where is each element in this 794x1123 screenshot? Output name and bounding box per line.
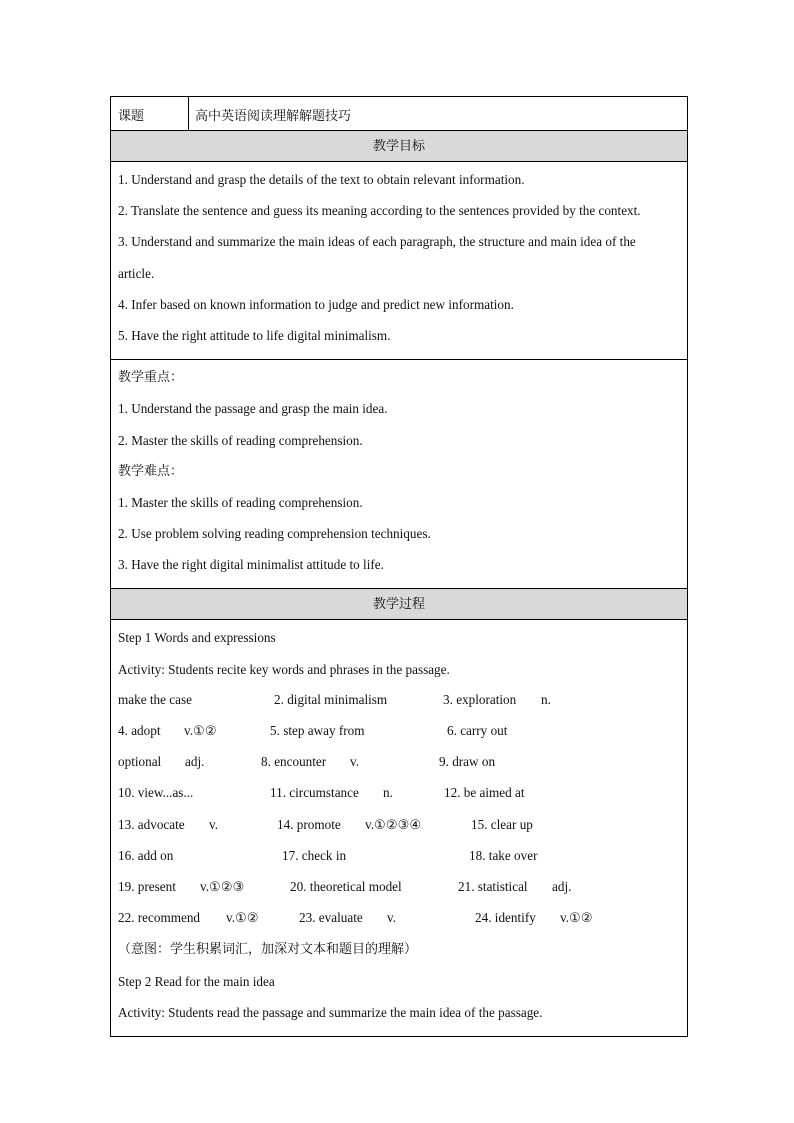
vocab-term: 22. recommend xyxy=(118,910,201,926)
vocab-row xyxy=(118,876,687,907)
vocab-pos: v.①②③ xyxy=(200,878,245,894)
process-section xyxy=(111,620,687,1035)
vocab-row xyxy=(118,720,687,751)
vocab-term: 4. adopt xyxy=(118,723,161,738)
step2-title: Step 2 Read for the main idea xyxy=(118,973,275,989)
vocab-pos: n. xyxy=(541,691,551,707)
vocab-pos: v. xyxy=(350,754,360,770)
vocab-term: 19. present xyxy=(118,878,176,894)
vocab-pos: adj. xyxy=(185,754,205,770)
vocab-term: 2. digital minimalism xyxy=(274,691,388,707)
vocab-row xyxy=(118,689,687,720)
vocab-term: 15. clear up xyxy=(471,816,533,832)
difficult-point-item: 3. Have the right digital minimalist attitude to life. xyxy=(118,557,384,573)
objective-item-continued: article. xyxy=(118,265,155,281)
vocab-pos: v.①②③④ xyxy=(365,816,422,832)
vocab-row xyxy=(118,751,687,782)
vocab-pos: v.①② xyxy=(184,723,217,738)
vocab-term: 21. statistical xyxy=(458,878,528,894)
objective-item: 3. Understand and summarize the main ideas of each paragraph, the structure and main idea of the xyxy=(118,234,636,250)
topic-title: 高中英语阅读理解解题技巧 xyxy=(195,109,352,124)
vocab-term: 11. circumstance xyxy=(270,785,359,801)
topic-label: 课题 xyxy=(111,97,189,130)
vocab-term: 17. check in xyxy=(282,847,347,863)
vocab-pos: v.①② xyxy=(560,910,593,926)
vocab-pos: v.①② xyxy=(226,910,259,926)
vocab-term: 24. identify xyxy=(475,910,536,926)
difficult-points-heading: 教学难点： xyxy=(118,463,184,479)
objective-item: 5. Have the right attitude to life digital minimalism. xyxy=(118,327,391,343)
vocab-term: 18. take over xyxy=(469,847,538,863)
process-heading: 教学过程 xyxy=(111,589,687,620)
objective-item: 2. Translate the sentence and guess its meaning according to the sentences provided by the context. xyxy=(118,203,641,219)
vocab-term: optional xyxy=(118,754,162,770)
vocab-term: 14. promote xyxy=(277,816,341,832)
step1-activity: Activity: Students recite key words and phrases in the passage. xyxy=(118,661,450,677)
vocab-row xyxy=(118,907,687,938)
objectives-heading: 教学目标 xyxy=(111,131,687,162)
objective-item: 4. Infer based on known information to judge and predict new information. xyxy=(118,296,514,312)
vocab-term: 23. evaluate xyxy=(299,910,363,926)
design-intent-note: （意图：学生积累词汇，加深对文本和题目的理解） xyxy=(118,942,418,958)
key-point-item: 1. Understand the passage and grasp the main idea. xyxy=(118,401,388,417)
title-row xyxy=(111,97,687,131)
vocab-row xyxy=(118,845,687,876)
vocab-row xyxy=(118,782,687,813)
vocab-term: 6. carry out xyxy=(447,723,508,738)
vocab-pos: v. xyxy=(387,910,397,926)
step2-activity: Activity: Students read the passage and summarize the main idea of the passage. xyxy=(118,1004,543,1020)
vocab-term: 16. add on xyxy=(118,847,174,863)
vocab-term: 13. advocate xyxy=(118,816,185,832)
vocab-term: 12. be aimed at xyxy=(444,785,525,801)
vocab-term: 3. exploration xyxy=(443,691,517,707)
step1-title: Step 1 Words and expressions xyxy=(118,630,276,646)
vocab-row xyxy=(118,814,687,845)
vocab-term: 10. view...as... xyxy=(118,785,194,801)
vocab-term: 5. step away from xyxy=(270,723,365,738)
key-point-item: 2. Master the skills of reading comprehension. xyxy=(118,432,363,448)
objectives-list xyxy=(111,162,687,360)
vocab-term: 8. encounter xyxy=(261,754,327,770)
vocab-pos: v. xyxy=(209,816,219,832)
vocab-pos: n. xyxy=(383,785,393,801)
vocab-term: make the case xyxy=(118,691,192,707)
vocab-term: 9. draw on xyxy=(439,754,496,770)
vocab-pos: adj. xyxy=(552,878,572,894)
key-points-heading: 教学重点： xyxy=(118,370,184,386)
lesson-plan-table xyxy=(110,96,688,1037)
objective-item: 1. Understand and grasp the details of the text to obtain relevant information. xyxy=(118,172,525,187)
difficult-point-item: 1. Master the skills of reading comprehension. xyxy=(118,494,363,510)
difficult-point-item: 2. Use problem solving reading comprehension techniques. xyxy=(118,526,431,542)
focus-section xyxy=(111,360,687,589)
vocab-term: 20. theoretical model xyxy=(290,878,402,894)
